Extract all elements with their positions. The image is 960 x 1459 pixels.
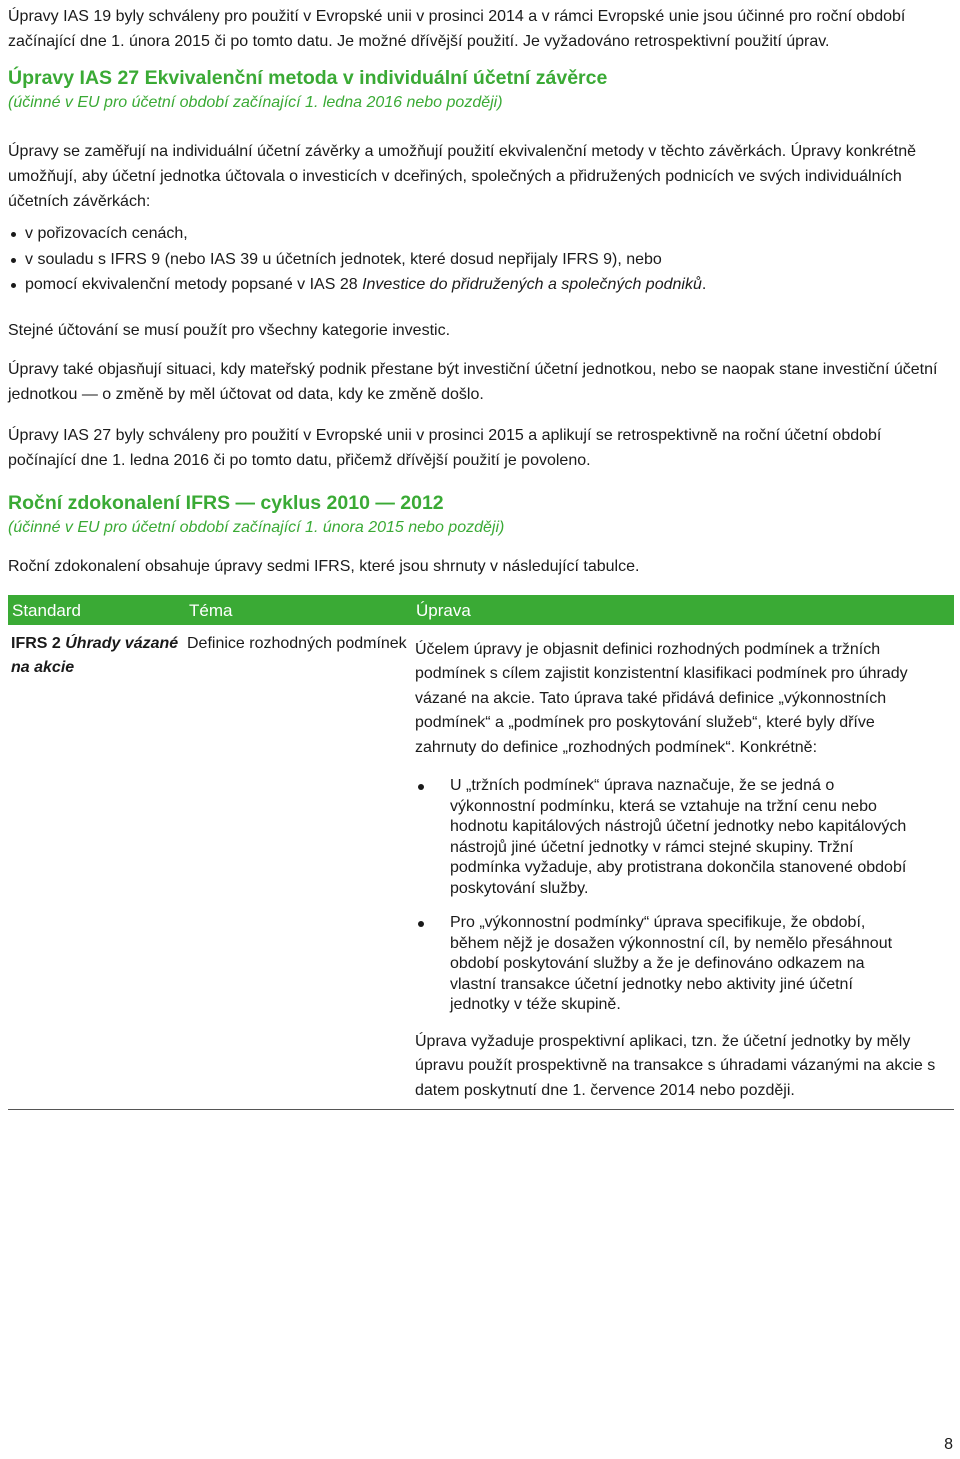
- section-subheading-annual-improvements: (účinné v EU pro účetní období začínající 1. února 2015 nebo později): [8, 518, 505, 536]
- ias27-paragraph-3: Úpravy také objasňují situaci, kdy mateřský podnik přestane být investiční účetní jednotkou, nebo se naopak stane investiční účetní jednotkou — o změně by měl účtovat od data, kdy ke změně došlo.: [8, 360, 938, 403]
- column-header-standard: Standard: [8, 595, 185, 625]
- list-item: [8, 272, 954, 298]
- change-bullet-list: [415, 776, 954, 1016]
- ias27-bullet-list: [8, 221, 954, 298]
- ias27-paragraph-4: Úpravy IAS 27 byly schváleny pro použití v Evropské unii v prosinci 2015 a aplikují se retrospektivně na roční účetní období počínající dne 1. ledna 2016 či po tomto datu, přičemž dřívější použití je povoleno.: [8, 426, 882, 469]
- cell-standard: [8, 625, 185, 1110]
- section-heading-ias27: Úpravy IAS 27 Ekvivalenční metoda v individuální účetní závěrce: [8, 67, 608, 89]
- topic-text: Definice rozhodných podmínek: [187, 634, 407, 652]
- section-heading-annual-improvements: Roční zdokonalení IFRS — cyklus 2010 — 2012: [8, 491, 444, 514]
- list-item: Pro „výkonnostní podmínky“ úprava specifikuje, že období, během nějž je dosažen výkonnostní cíl, by nemělo přesáhnout období poskytování služby a že je definováno odkazem na vlastní transakce účetní jednotky nebo aktivity jiné účetní jednotky v téže skupině.: [415, 913, 910, 1016]
- ias27-paragraph-2: Stejné účtování se musí použít pro všechny kategorie investic.: [8, 321, 451, 339]
- table-row: [8, 625, 954, 1110]
- document-page: [8, 0, 954, 1110]
- improvements-table: [8, 595, 954, 1111]
- standard-code: IFRS 2: [11, 634, 66, 652]
- cell-change: [412, 625, 954, 1110]
- annual-improvements-paragraph: Roční zdokonalení obsahuje úpravy sedmi IFRS, které jsou shrnuty v následující tabulce.: [8, 557, 640, 575]
- ias27-paragraph-1: Úpravy se zaměřují na individuální účetní závěrky a umožňují použití ekvivalenční metody v těchto závěrkách. Úpravy konkrétně umožňují, aby účetní jednotka účtovala o investicích v dceřiných, společných a přidružených podnicích ve svých individuálních účetních závěrkách:: [8, 143, 916, 210]
- list-item: v souladu s IFRS 9 (nebo IAS 39 u účetních jednotek, které dosud nepřijaly IFRS 9), nebo: [8, 247, 954, 273]
- page-number: 8: [944, 1436, 953, 1453]
- list-item: v pořizovacích cenách,: [8, 221, 954, 247]
- section-subheading-ias27: (účinné v EU pro účetní období začínající 1. ledna 2016 nebo později): [8, 94, 503, 111]
- change-paragraph-1: Účelem úpravy je objasnit definici rozhodných podmínek a tržních podmínek s cílem zajistit konzistentní klasifikaci podmínek pro úhrady vázané na akcie. Tato úprava také přidává definice „výkonnostních podmínek“ a „podmínek pro poskytování služeb“, které byly dříve zahrnuty do definice „rozhodných podmínek“. Konkrétně:: [415, 640, 908, 756]
- table-header-row: [8, 595, 954, 625]
- bullet-text: pomocí ekvivalenční metody popsané v IAS 28: [25, 276, 363, 293]
- list-item: U „tržních podmínek“ úprava naznačuje, že se jedná o výkonnostní podmínku, která se vztahuje na tržní cenu nebo hodnotu kapitálových nástrojů účetní jednotky nebo kapitálových nástrojů jiné účetní jednotky v rámci stejné skupiny. Tržní podmínka vyžaduje, aby protistrana dokončila stanovené období poskytování služby.: [415, 776, 910, 899]
- column-header-change: Úprava: [412, 595, 954, 625]
- standard-name: Úhrady vázané na akcie: [11, 634, 179, 676]
- cell-topic: [185, 625, 412, 1110]
- intro-paragraph: Úpravy IAS 19 byly schváleny pro použití v Evropské unii v prosinci 2014 a v rámci Evropské unie jsou účinné pro roční období začínající dne 1. února 2015 či po tomto datu. Je možné dřívější použití. Je vyžadováno retrospektivní použití úprav.: [8, 8, 906, 50]
- bullet-suffix: .: [701, 276, 707, 293]
- column-header-topic: Téma: [185, 595, 412, 625]
- bullet-italic-title: Investice do přidružených a společných podniků: [362, 276, 702, 293]
- change-paragraph-2: Úprava vyžaduje prospektivní aplikaci, tzn. že účetní jednotky by měly úpravu použít prospektivně na transakce s úhradami vázanými na akcie s datem poskytnutí dne 1. července 2014 nebo později.: [415, 1032, 936, 1099]
